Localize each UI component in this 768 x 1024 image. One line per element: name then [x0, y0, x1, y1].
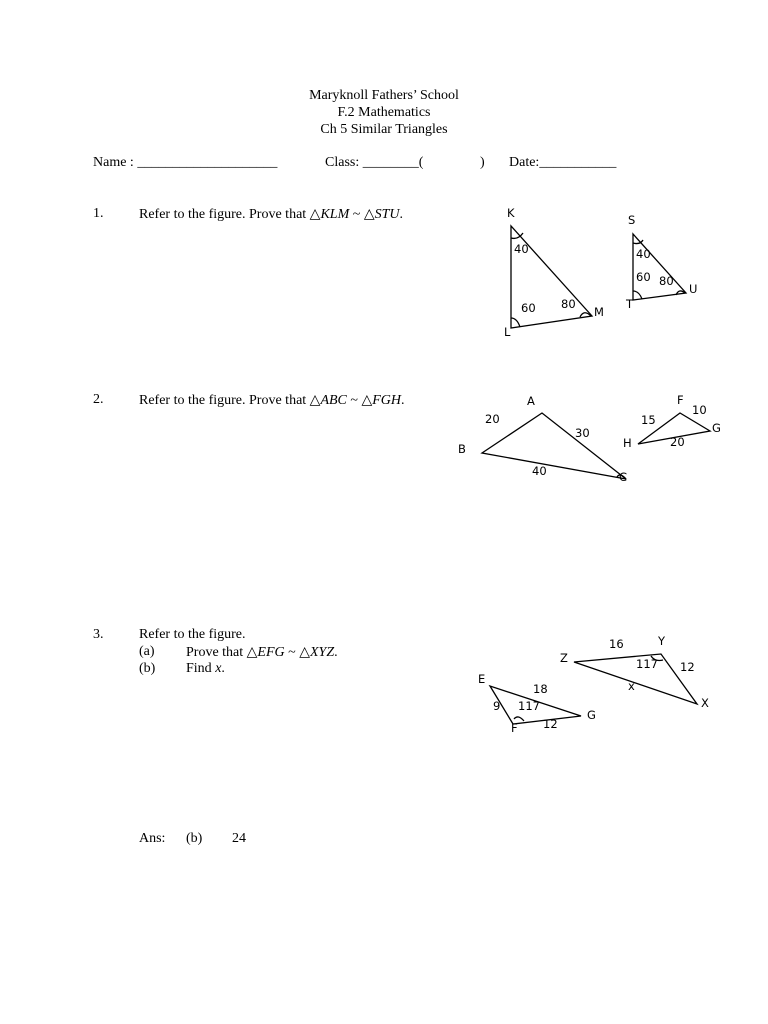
vertex-c: C — [619, 470, 628, 484]
side-zy-label: 16 — [609, 637, 624, 651]
answer-value: 24 — [232, 831, 246, 846]
vertex-y: Y — [658, 634, 666, 648]
vertex-g: G — [712, 421, 721, 435]
side-yx-label: 12 — [680, 660, 695, 674]
question-3a-label: (a) — [139, 644, 155, 659]
angle-k-label: 40 — [514, 242, 529, 256]
vertex-h: H — [623, 436, 632, 450]
name-field: Name : ____________________ — [93, 155, 278, 170]
side-bc-label: 40 — [532, 464, 547, 478]
vertex-l: L — [504, 325, 511, 339]
vertex-t: T — [626, 297, 634, 311]
school-name: Maryknoll Fathers’ School — [309, 88, 459, 103]
question-3a-text: Prove that △EFG ~ △XYZ. — [186, 645, 338, 660]
side-ab-label: 20 — [485, 412, 500, 426]
side-ac-label: 30 — [575, 426, 590, 440]
vertex-e: E — [478, 672, 486, 686]
answer-label: Ans: — [139, 831, 166, 846]
side-zx-label: x — [628, 679, 635, 693]
angle-l-label: 60 — [521, 301, 536, 315]
side-hg-label: 20 — [670, 435, 685, 449]
angle-f-label: 117 — [518, 699, 540, 713]
vertex-f: F — [511, 721, 518, 735]
angle-y-label: 117 — [636, 657, 658, 671]
question-1-text: Refer to the figure. Prove that △KLM ~ △STU. — [139, 207, 403, 222]
vertex-s: S — [628, 213, 636, 227]
question-2-text: Refer to the figure. Prove that △ABC ~ △FGH. — [139, 393, 405, 408]
angle-u-label: 80 — [659, 274, 674, 288]
angle-m-label: 80 — [561, 297, 576, 311]
subject-title: F.2 Mathematics — [337, 105, 431, 120]
vertex-g: G — [587, 708, 596, 722]
question-3-text: Refer to the figure. — [139, 627, 246, 642]
class-close-paren: ) — [480, 155, 485, 170]
vertex-k: K — [507, 206, 515, 220]
vertex-a: A — [527, 394, 535, 408]
question-3b-label: (b) — [139, 661, 156, 676]
angle-s-label: 40 — [636, 247, 651, 261]
side-fh-label: 15 — [641, 413, 656, 427]
answer-part: (b) — [186, 831, 203, 846]
side-eg-label: 18 — [533, 682, 548, 696]
side-fg-label: 10 — [692, 403, 707, 417]
question-1-number: 1. — [93, 206, 104, 221]
chapter-title: Ch 5 Similar Triangles — [320, 122, 448, 137]
date-field: Date:___________ — [509, 155, 617, 170]
vertex-z: Z — [560, 651, 568, 665]
vertex-x: X — [701, 696, 709, 710]
vertex-f: F — [677, 393, 684, 407]
vertex-m: M — [594, 305, 604, 319]
question-3-number: 3. — [93, 627, 104, 642]
angle-t-label: 60 — [636, 270, 651, 284]
vertex-u: U — [689, 282, 698, 296]
question-3b-text: Find x. — [186, 661, 225, 676]
class-field: Class: ________( — [325, 155, 424, 170]
side-fg-label: 12 — [543, 717, 558, 731]
vertex-b: B — [458, 442, 466, 456]
question-2-number: 2. — [93, 392, 104, 407]
side-ef-label: 9 — [493, 699, 501, 713]
